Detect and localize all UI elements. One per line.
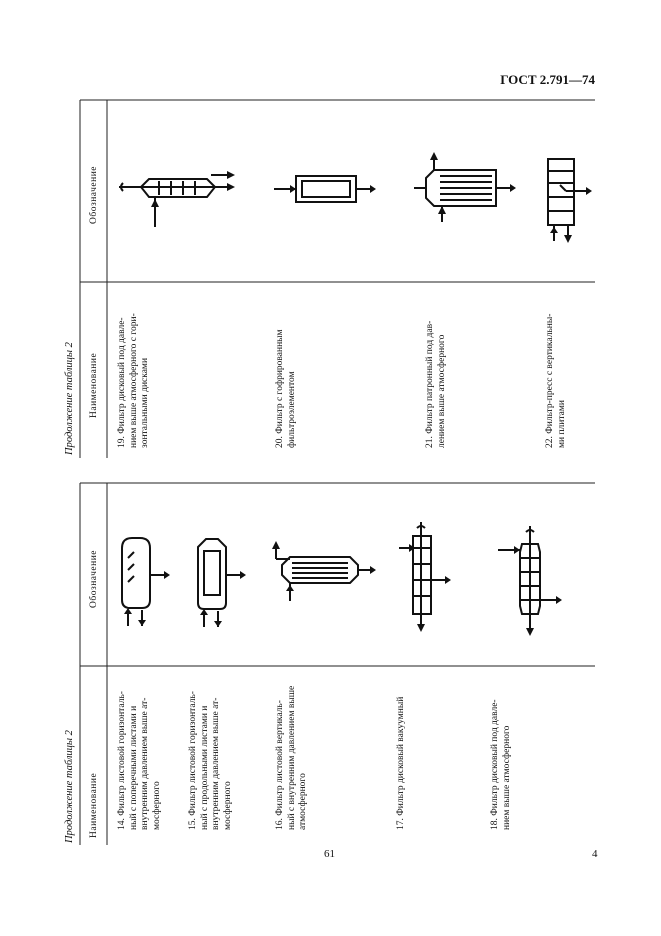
left-table-caption: Продолжение таблицы 2 — [64, 730, 75, 843]
left-row-14: 14. Фильтр листовой горизонталь- ный с поперечными листами и внутренним давлением выше ат- мосферного — [117, 691, 162, 830]
left-row-15: 15. Фильтр листовой горизонталь- ный с продольными листами и внутренним давлением выше ат- мосферного — [188, 691, 233, 830]
left-column-symbol-header: Обозначение — [89, 550, 99, 608]
left-column-name-header: Наименование — [89, 772, 99, 838]
page-number-left: 61 — [324, 848, 335, 860]
right-column-symbol-header: Обозначение — [89, 166, 99, 224]
right-row-19: 19. Фильтр дисковый под давле- нием выше атмосферного с гори- зонтальными дисками — [117, 313, 150, 448]
standard-header: ГОСТ 2.791—74 — [500, 72, 595, 87]
right-table-caption: Продолжение таблицы 2 — [64, 342, 75, 455]
leaf-filter-longitudinal-icon — [190, 535, 250, 630]
disc-filter-vacuum-icon — [395, 518, 455, 648]
corrugated-filter-icon — [270, 170, 380, 210]
right-row-20: 20. Фильтр с гофрированным фильтроэлементом — [275, 329, 297, 448]
leaf-filter-vertical-icon — [266, 535, 376, 610]
filter-press-icon — [540, 155, 610, 245]
page-number-right: 4 — [592, 848, 598, 860]
right-row-22: 22. Фильтр-пресс с вертикальны- ми плитами — [545, 313, 567, 448]
cartridge-filter-icon — [410, 150, 525, 230]
left-row-18: 18. Фильтр дисковый под давле- нием выше атмосферного — [490, 699, 512, 830]
left-row-17: 17. Фильтр дисковый вакуумный — [396, 696, 406, 830]
disc-filter-pressure-icon — [490, 522, 570, 652]
right-column-name-header: Наименование — [89, 352, 99, 418]
left-row-16: 16. Фильтр листовой вертикаль- ный с внутренним давлением выше атмосферного — [275, 685, 308, 830]
disc-filter-horizontal-icon — [115, 165, 245, 235]
right-row-21: 21. Фильтр патронный под дав- лением выше атмосферного — [425, 320, 447, 448]
leaf-filter-transverse-icon — [110, 530, 170, 630]
